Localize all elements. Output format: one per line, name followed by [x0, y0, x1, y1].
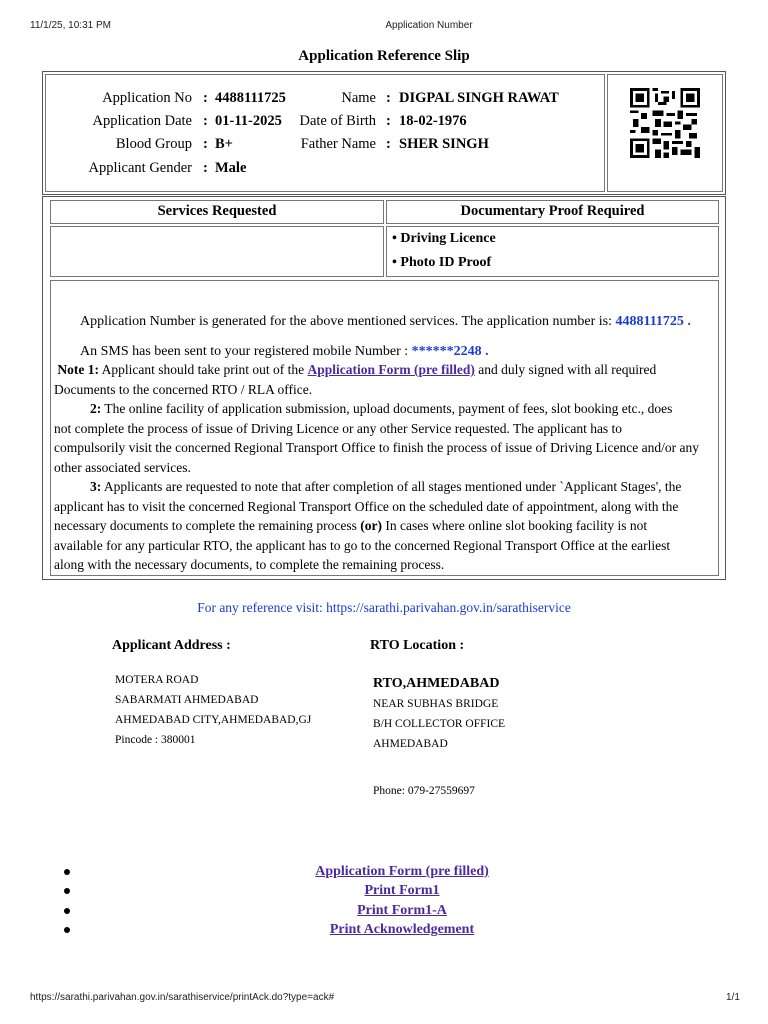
rto-address [373, 694, 505, 754]
note2-line: The online facility of application submission, upload documents, payment of fees, slot booking etc., does [104, 401, 673, 416]
note3-line: necessary documents to complete the remaining process [54, 518, 357, 533]
address-line: AHMEDABAD CITY,AHMEDABAD,GJ [115, 714, 312, 726]
application-number-paragraph [80, 312, 720, 332]
sep: : [386, 113, 391, 129]
services-cell [50, 226, 384, 277]
p1-text: Application Number is generated for the above mentioned services. The application number is: [80, 314, 612, 329]
application-no-value: 4488111725 [215, 90, 286, 106]
gender-value: Male [215, 160, 247, 176]
p1-number: 4488111725 . [615, 314, 691, 329]
applicant-address [115, 670, 311, 750]
sep: : [203, 113, 208, 129]
sep: : [203, 136, 208, 152]
sep: : [386, 136, 391, 152]
note2-line: compulsorily visit the concerned Regional Transport Office to finish the process of issue of Driving Licence and/or any [54, 440, 699, 455]
print-page-count: 1/1 [726, 992, 740, 1003]
rto-location-heading: RTO Location : [370, 638, 465, 653]
note1-text-b: and duly signed with all required [478, 362, 657, 377]
application-no-label: Application No [102, 90, 192, 106]
list-item [0, 864, 768, 883]
list-item [0, 922, 768, 941]
note3-label: 3: [90, 479, 102, 494]
note3-line: available for any particular RTO, the applicant has to go to the concerned Regional Transport Office at the earliest [54, 537, 671, 553]
address-line: MOTERA ROAD [115, 674, 199, 686]
rto-address-line: AHMEDABAD [373, 738, 448, 750]
note3-line: In cases where online slot booking facility is not [385, 518, 648, 533]
note1-label: Note 1: [57, 362, 99, 377]
print-page-title: Application Number [385, 20, 473, 31]
qr-code-icon [630, 88, 700, 158]
documentary-proof-header: Documentary Proof Required [460, 203, 645, 219]
address-pincode: Pincode : 380001 [115, 734, 196, 746]
dob-label: Date of Birth [299, 113, 376, 129]
print-url: https://sarathi.parivahan.gov.in/sarathiservice/printAck.do?type=ack# [30, 992, 335, 1003]
blood-group-label: Blood Group [115, 136, 192, 152]
name-label: Name [341, 90, 376, 106]
sms-number: ******2248 . [411, 344, 489, 359]
note-1 [54, 360, 718, 575]
rto-address-line: NEAR SUBHAS BRIDGE [373, 698, 499, 710]
note3-line: along with the necessary documents, to complete the remaining process. [54, 557, 445, 572]
father-name-label: Father Name [300, 136, 376, 152]
application-date-value: 01-11-2025 [215, 113, 282, 129]
father-name-value: SHER SINGH [399, 136, 489, 152]
slip-title: Application Reference Slip [298, 48, 470, 64]
print-form1-link[interactable]: Print Form1 [364, 883, 440, 898]
note3-or: (or) [360, 518, 383, 533]
rto-name: RTO,AHMEDABAD [373, 676, 500, 691]
note1-text-a: Applicant should take print out of the [101, 362, 305, 377]
note3-line: Applicants are requested to note that after completion of all stages mentioned under `Applicant Stages', the [103, 479, 682, 494]
note2-line: not complete the process of issue of Driving Licence or any other Service requested. The applicant has to [54, 420, 623, 436]
sms-text: An SMS has been sent to your registered mobile Number : [80, 344, 409, 359]
rto-phone: Phone: 079-27559697 [373, 785, 475, 797]
application-form-link[interactable]: Application Form (pre filled) [315, 864, 489, 879]
applicant-address-heading: Applicant Address : [112, 638, 231, 653]
proof-item: • Photo ID Proof [392, 255, 492, 270]
application-date-label: Application Date [92, 113, 192, 129]
application-form-link-inline[interactable]: Application Form (pre filled) [307, 362, 475, 377]
sms-paragraph [80, 342, 720, 362]
name-value: DIGPAL SINGH RAWAT [399, 90, 559, 106]
dob-value: 18-02-1976 [399, 113, 467, 129]
list-item [0, 883, 768, 902]
services-requested-header: Services Requested [157, 203, 277, 219]
reference-link[interactable]: For any reference visit: https://sarathi.parivahan.gov.in/sarathiservice [197, 600, 571, 615]
rto-address-line: B/H COLLECTOR OFFICE [373, 718, 506, 730]
blood-group-value: B+ [215, 136, 233, 152]
sep: : [203, 160, 208, 176]
sep: : [203, 90, 208, 106]
gender-label: Applicant Gender [88, 160, 192, 176]
note2-line: other associated services. [54, 459, 191, 475]
print-form1a-link[interactable]: Print Form1-A [357, 903, 447, 918]
proof-item: • Driving Licence [392, 231, 496, 246]
list-item [0, 903, 768, 922]
address-line: SABARMATI AHMEDABAD [115, 694, 259, 706]
note2-label: 2: [90, 401, 102, 416]
sep: : [386, 90, 391, 106]
note3-line: applicant has to visit the concerned Regional Transport Office on the scheduled date of appointment, along with the [54, 498, 679, 514]
note1-text-c: Documents to the concerned RTO / RLA office. [54, 381, 313, 397]
print-acknowledgement-link[interactable]: Print Acknowledgement [329, 922, 475, 937]
print-datetime: 11/1/25, 10:31 PM [30, 20, 111, 31]
